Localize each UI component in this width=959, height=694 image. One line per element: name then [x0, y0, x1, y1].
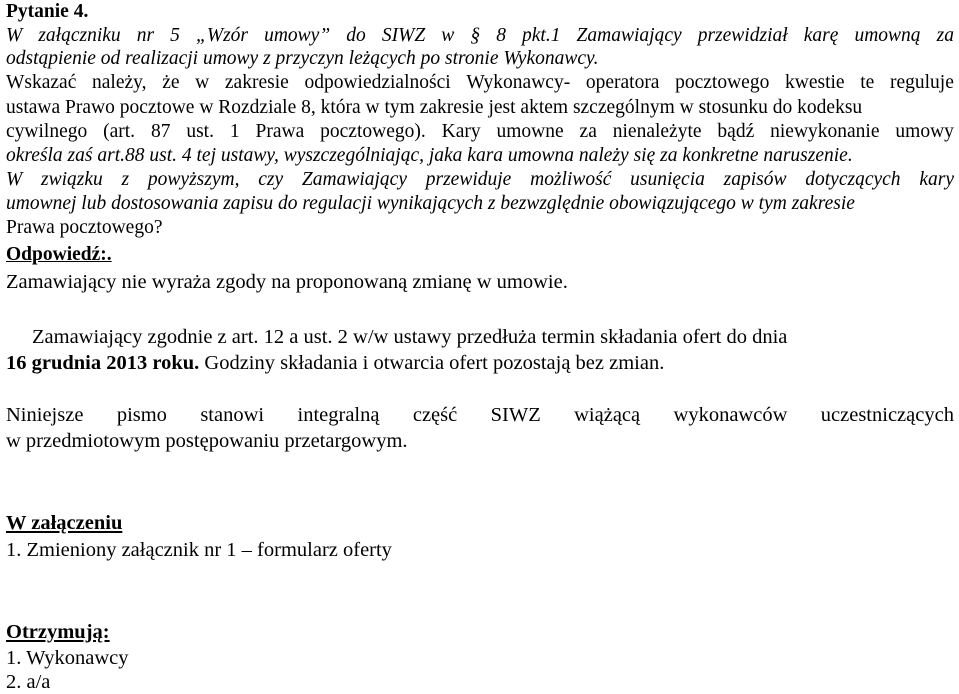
word: Kary: [441, 121, 481, 142]
word: przewidział: [697, 25, 788, 46]
answer-text: Zamawiający nie wyraża zgody na proponowaną zmianę w umowie.: [6, 271, 568, 293]
word: pocztowego).: [320, 121, 426, 142]
word: cywilnego: [6, 121, 88, 142]
question-line-4: ustawa Prawo pocztowe w Rozdziale 8, która w tym zakresie jest aktem szczególnym w stosunku do kodeksu: [6, 97, 863, 118]
word: za: [579, 121, 597, 142]
word: możliwość: [530, 169, 612, 190]
deadline-line-2: 16 grudnia 2013 roku. Godziny składania i otwarcia ofert pozostają bez zmian.: [6, 352, 665, 374]
word: za: [936, 25, 954, 46]
word: usunięcia: [630, 169, 705, 190]
question-line-2: odstąpienie od realizacji umowy z przyczyn leżących po stronie Wykonawcy.: [6, 48, 599, 69]
word: umowy: [895, 121, 954, 142]
word: nienależyte: [612, 121, 702, 142]
word: przewiduje: [425, 169, 512, 190]
word: 5: [170, 25, 180, 46]
word: SIWZ: [490, 404, 541, 426]
deadline-line-1: Zamawiający zgodnie z art. 12 a ust. 2 w/w ustawy przedłuża termin składania ofert do dnia: [32, 326, 788, 348]
word: 1: [229, 121, 240, 142]
word: stanowi: [200, 404, 265, 426]
word: W: [6, 169, 23, 190]
word: związku: [41, 169, 103, 190]
word: część: [412, 404, 458, 426]
word: ust.: [186, 121, 214, 142]
word: reguluje: [889, 72, 954, 93]
word: dotyczących: [805, 169, 901, 190]
question-line-7: [6, 168, 954, 192]
word: pocztowego: [675, 72, 770, 93]
word: kary: [919, 169, 954, 190]
word: z: [121, 169, 130, 190]
word: w: [195, 72, 210, 93]
question-line-8: umownej lub dostosowania zapisu do regulacji wynikających z bezwzględnie obowiązującego w tym zakresie: [6, 193, 855, 214]
question-line-5: [6, 120, 954, 144]
attachments-heading: W załączeniu: [6, 512, 123, 534]
word: pismo: [116, 404, 167, 426]
word: zapisów: [723, 169, 787, 190]
word: że: [162, 72, 180, 93]
word: odpowiedzialności: [304, 72, 451, 93]
word: umowną: [854, 25, 921, 46]
question-heading: Pytanie 4.: [6, 1, 89, 22]
word: czy: [258, 169, 284, 190]
word: Zamawiający: [576, 25, 682, 46]
word: W: [6, 25, 23, 46]
word: zakresie: [224, 72, 289, 93]
recipients-heading: Otrzymują:: [6, 621, 110, 643]
word: załączniku: [38, 25, 121, 46]
word: te: [860, 72, 875, 93]
word: nr: [136, 25, 155, 46]
integral-line-1: [6, 403, 954, 427]
word: 8: [496, 25, 506, 46]
attachment-item-1: 1. Zmieniony załącznik nr 1 – formularz oferty: [6, 539, 392, 561]
question-line-6: określa zaś art.88 ust. 4 tej ustawy, wyszczególniając, jaka kara umowna należy się za konkretne naruszenie.: [6, 145, 853, 166]
word: w: [441, 25, 455, 46]
answer-heading: Odpowiedź:.: [6, 244, 112, 265]
word: uczestniczących: [820, 404, 954, 426]
word: niewykonanie: [770, 121, 880, 142]
word: pkt.1: [522, 25, 561, 46]
word: umowne: [496, 121, 564, 142]
deadline-date: 16 grudnia 2013 roku.: [6, 352, 200, 374]
word: bądź: [717, 121, 755, 142]
recipient-item-2: 2. a/a: [6, 671, 51, 693]
word: „Wzór: [195, 25, 249, 46]
integral-line-2: w przedmiotowym postępowaniu przetargowym.: [6, 430, 408, 452]
word: Prawa: [255, 121, 305, 142]
recipient-item-1: 1. Wykonawcy: [6, 647, 129, 669]
word: umowy”: [264, 25, 331, 46]
word: Wskazać: [6, 72, 77, 93]
word: Zamawiający: [301, 169, 407, 190]
word: wiążącą: [574, 404, 641, 426]
word: (art.: [103, 121, 136, 142]
word: operatora: [585, 72, 660, 93]
word: kwestie: [785, 72, 845, 93]
question-line-1: [6, 24, 954, 48]
word: należy,: [92, 72, 147, 93]
word: Niniejsze: [6, 404, 84, 426]
word: SIWZ: [381, 25, 426, 46]
question-line-3: [6, 71, 954, 95]
question-line-9: Prawa pocztowego?: [6, 217, 163, 238]
word: Wykonawcy-: [466, 72, 571, 93]
word: 87: [150, 121, 171, 142]
word: §: [470, 25, 481, 46]
word: wykonawców: [673, 404, 788, 426]
word: powyższym,: [147, 169, 240, 190]
word: do: [346, 25, 366, 46]
word: integralną: [297, 404, 380, 426]
word: karę: [803, 25, 839, 46]
